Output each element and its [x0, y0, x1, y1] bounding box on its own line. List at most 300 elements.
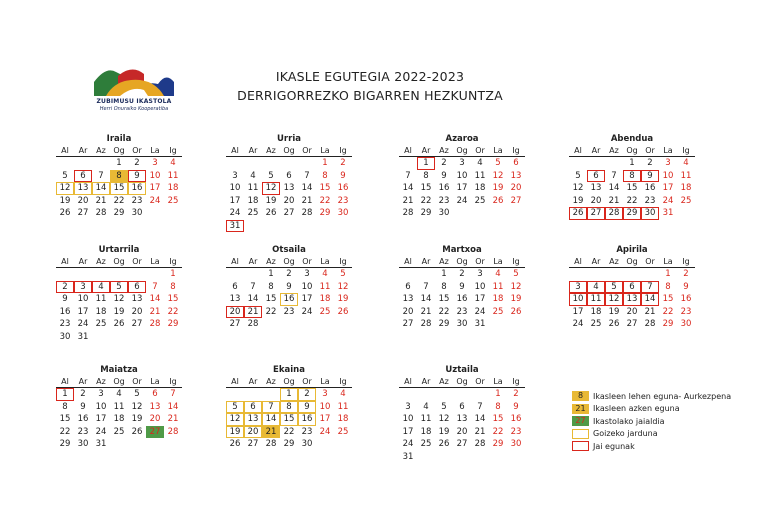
day-cell: 18	[95, 306, 107, 317]
day-cell: 19	[510, 294, 522, 304]
day-cell: 18	[319, 294, 331, 304]
day-cell: 25	[247, 208, 259, 218]
day-cell: 27	[587, 207, 605, 220]
weekday-label: Or	[302, 257, 312, 266]
day-cell: 11	[587, 293, 605, 306]
empty-cell	[92, 157, 110, 170]
day-cell: 20	[590, 195, 602, 206]
empty-cell	[226, 268, 244, 281]
week-row	[56, 318, 182, 331]
day-cell: 2	[683, 269, 689, 279]
day-cell: 3	[232, 170, 238, 181]
day-cell: 28	[474, 439, 486, 449]
day-cell: 22	[113, 195, 125, 206]
day-cell: 22	[626, 195, 638, 206]
day-cell: 12	[56, 182, 74, 195]
day-cell: 12	[438, 414, 450, 424]
empty-cell	[244, 388, 262, 401]
weekday-label: La	[150, 257, 160, 266]
empty-cell	[92, 268, 110, 281]
weekday-label: Az	[266, 257, 276, 266]
weekday-label: Al	[61, 257, 69, 266]
weekday-label: Al	[231, 146, 239, 155]
day-cell: 14	[301, 183, 313, 193]
week-row	[399, 388, 525, 401]
week-row	[56, 331, 182, 344]
day-cell: 21	[608, 195, 620, 206]
day-cell: 27	[131, 319, 143, 329]
day-cell: 17	[572, 306, 584, 317]
month-name: Otsaila	[272, 245, 306, 255]
day-cell: 7	[405, 170, 411, 181]
day-cell: 3	[569, 281, 587, 294]
day-cell: 11	[337, 401, 349, 412]
week-row	[226, 293, 352, 306]
day-cell: 4	[116, 389, 122, 399]
day-cell: 20	[283, 195, 295, 206]
day-cell: 4	[170, 158, 176, 168]
day-cell: 27	[283, 208, 295, 218]
week-row	[226, 220, 352, 233]
day-cell: 16	[438, 183, 450, 193]
month-name: Iraila	[106, 134, 132, 144]
day-cell: 20	[149, 414, 161, 424]
weekday-label: Ar	[248, 377, 258, 386]
day-cell: 21	[474, 426, 486, 437]
day-cell: 14	[149, 294, 161, 304]
day-cell: 31	[662, 208, 674, 218]
week-row	[399, 438, 525, 451]
day-cell: 7	[170, 389, 176, 399]
day-cell: 9	[286, 281, 292, 292]
day-cell: 6	[74, 170, 92, 183]
day-cell: 24	[149, 195, 161, 206]
day-cell: 28	[301, 208, 313, 218]
day-cell: 5	[575, 170, 581, 181]
weekday-label: Ig	[339, 377, 347, 386]
day-cell: 10	[402, 414, 414, 424]
day-cell: 26	[492, 195, 504, 206]
day-cell: 17	[474, 294, 486, 304]
day-cell: 1	[280, 388, 298, 401]
weekday-label: Az	[439, 146, 449, 155]
day-cell: 8	[665, 281, 671, 292]
week-row	[399, 207, 525, 220]
week-row	[56, 170, 182, 183]
empty-cell	[641, 268, 659, 281]
day-cell: 20	[402, 306, 414, 317]
day-cell: 14	[474, 414, 486, 424]
empty-cell	[417, 388, 435, 401]
day-cell: 29	[420, 208, 432, 218]
week-row	[569, 182, 695, 195]
week-row	[56, 207, 182, 220]
week-row	[569, 207, 695, 220]
day-cell: 8	[62, 401, 68, 412]
day-cell: 13	[623, 293, 641, 306]
day-cell: 25	[113, 426, 125, 437]
empty-cell	[110, 268, 128, 281]
legend-label: Ikastolako jaialdia	[593, 416, 665, 426]
day-cell: 24	[77, 319, 89, 329]
month-martxoa	[399, 244, 525, 331]
day-cell: 25	[167, 195, 179, 206]
day-cell: 20	[244, 426, 262, 439]
day-cell: 19	[226, 426, 244, 439]
weekday-label: Or	[645, 257, 655, 266]
day-cell: 15	[167, 294, 179, 304]
day-cell: 18	[420, 426, 432, 437]
legend-label: Jai egunak	[593, 441, 635, 451]
week-row	[399, 413, 525, 426]
weekday-label: La	[150, 377, 160, 386]
day-cell: 8	[110, 170, 128, 183]
empty-cell	[605, 157, 623, 170]
week-row	[226, 157, 352, 170]
legend-swatch: 8	[572, 391, 589, 401]
day-cell: 27	[510, 195, 522, 206]
day-cell: 22	[59, 426, 71, 437]
weekday-label: Az	[609, 146, 619, 155]
empty-cell	[453, 388, 471, 401]
day-cell: 20	[510, 183, 522, 193]
day-cell: 29	[283, 439, 295, 449]
empty-cell	[146, 268, 164, 281]
empty-cell	[471, 388, 489, 401]
day-cell: 1	[417, 157, 435, 170]
day-cell: 14	[641, 293, 659, 306]
weekday-label: Ig	[339, 257, 347, 266]
empty-cell	[244, 157, 262, 170]
weekday-label: La	[493, 146, 503, 155]
day-cell: 2	[134, 158, 140, 168]
day-cell: 7	[152, 281, 158, 292]
day-cell: 29	[623, 207, 641, 220]
week-row	[569, 268, 695, 281]
week-row	[399, 318, 525, 331]
day-cell: 8	[322, 170, 328, 181]
weekday-label: Ar	[421, 377, 431, 386]
day-cell: 12	[337, 281, 349, 292]
month-name: Ekaina	[273, 365, 305, 375]
day-cell: 25	[492, 306, 504, 317]
day-cell: 17	[402, 426, 414, 437]
day-cell: 6	[152, 389, 158, 399]
weekday-label: Og	[283, 257, 295, 266]
day-cell: 1	[56, 388, 74, 401]
empty-cell	[435, 388, 453, 401]
week-row	[569, 318, 695, 331]
day-cell: 2	[459, 269, 465, 279]
day-cell: 29	[319, 208, 331, 218]
month-urria	[226, 133, 352, 232]
day-cell: 7	[477, 401, 483, 412]
legend-item-last	[572, 403, 731, 416]
weekday-label: Og	[283, 146, 295, 155]
day-cell: 26	[59, 208, 71, 218]
day-cell: 13	[590, 183, 602, 193]
weekday-label: Og	[283, 377, 295, 386]
empty-cell	[587, 268, 605, 281]
week-row	[56, 195, 182, 208]
day-cell: 19	[337, 294, 349, 304]
week-row	[226, 426, 352, 439]
day-cell: 16	[128, 182, 146, 195]
empty-cell	[244, 268, 262, 281]
day-cell: 23	[131, 195, 143, 206]
week-row	[399, 306, 525, 319]
day-cell: 17	[662, 183, 674, 193]
day-cell: 23	[59, 319, 71, 329]
calendar-subtitle: DERRIGORREZKO BIGARREN HEZKUNTZA	[237, 88, 503, 103]
day-cell: 4	[423, 401, 429, 412]
weekday-label: La	[320, 257, 330, 266]
day-cell: 7	[641, 281, 659, 294]
day-cell: 19	[131, 414, 143, 424]
weekday-header	[56, 376, 182, 388]
day-cell: 1	[441, 269, 447, 279]
weekday-label: Og	[113, 146, 125, 155]
day-cell: 10	[149, 170, 161, 181]
legend-item-first	[572, 390, 731, 403]
day-cell: 19	[438, 426, 450, 437]
week-row	[226, 268, 352, 281]
day-cell: 12	[226, 413, 244, 426]
week-row	[569, 195, 695, 208]
day-cell: 29	[438, 319, 450, 329]
day-cell: 19	[59, 195, 71, 206]
weekday-label: Al	[574, 257, 582, 266]
empty-cell	[56, 268, 74, 281]
day-cell: 1	[665, 269, 671, 279]
day-cell: 20	[626, 306, 638, 317]
day-cell: 5	[268, 170, 274, 181]
empty-cell	[569, 157, 587, 170]
day-cell: 28	[149, 319, 161, 329]
weekday-label: Ig	[169, 257, 177, 266]
weekday-label: Al	[404, 377, 412, 386]
day-cell: 20	[456, 426, 468, 437]
day-cell: 23	[77, 426, 89, 437]
weekday-label: Ig	[512, 257, 520, 266]
weekday-label: Or	[132, 257, 142, 266]
day-cell: 30	[301, 439, 313, 449]
week-row	[226, 388, 352, 401]
weekday-label: Al	[231, 377, 239, 386]
day-cell: 6	[405, 281, 411, 292]
day-cell: 13	[74, 182, 92, 195]
day-cell: 4	[92, 281, 110, 294]
day-cell: 18	[247, 195, 259, 206]
day-cell: 22	[265, 306, 277, 317]
day-cell: 26	[438, 439, 450, 449]
day-cell: 11	[474, 170, 486, 181]
month-iraila	[56, 133, 182, 220]
day-cell: 10	[229, 183, 241, 193]
day-cell: 28	[265, 439, 277, 449]
day-cell: 6	[623, 281, 641, 294]
empty-cell	[74, 268, 92, 281]
week-row	[56, 157, 182, 170]
day-cell: 31	[226, 220, 244, 233]
week-row	[226, 318, 352, 331]
empty-cell	[280, 157, 298, 170]
day-cell: 21	[95, 195, 107, 206]
day-cell: 1	[268, 269, 274, 279]
day-cell: 20	[77, 195, 89, 206]
day-cell: 16	[298, 413, 316, 426]
day-cell: 6	[232, 281, 238, 292]
day-cell: 2	[647, 158, 653, 168]
day-cell: 2	[56, 281, 74, 294]
weekday-label: La	[493, 257, 503, 266]
weekday-label: Az	[609, 257, 619, 266]
weekday-label: Ig	[512, 146, 520, 155]
day-cell: 3	[665, 158, 671, 168]
day-cell: 19	[572, 195, 584, 206]
week-row	[56, 306, 182, 319]
day-cell: 16	[280, 293, 298, 306]
day-cell: 22	[283, 426, 295, 437]
day-cell: 4	[683, 158, 689, 168]
day-cell: 6	[244, 401, 262, 414]
day-cell: 19	[608, 306, 620, 317]
weekday-label: Al	[404, 257, 412, 266]
day-cell: 21	[301, 195, 313, 206]
day-cell: 30	[680, 319, 692, 329]
day-cell: 25	[680, 195, 692, 206]
empty-cell	[399, 157, 417, 170]
day-cell: 16	[77, 414, 89, 424]
day-cell: 13	[402, 294, 414, 304]
day-cell: 10	[474, 281, 486, 292]
day-cell: 4	[477, 158, 483, 168]
empty-cell	[417, 268, 435, 281]
month-name: Abendua	[610, 134, 654, 144]
day-cell: 9	[80, 401, 86, 412]
day-cell: 26	[510, 306, 522, 317]
day-cell: 28	[167, 426, 179, 437]
weekday-label: Og	[456, 377, 468, 386]
month-abendua	[569, 133, 695, 220]
day-cell: 23	[644, 195, 656, 206]
day-cell: 24	[319, 426, 331, 437]
legend-swatch: 21	[572, 404, 589, 414]
week-row	[399, 268, 525, 281]
week-row	[226, 438, 352, 451]
week-row	[399, 293, 525, 306]
zubimusu-bridge-logo-icon	[84, 62, 184, 98]
day-cell: 1	[322, 158, 328, 168]
weekday-label: Or	[132, 146, 142, 155]
week-row	[56, 281, 182, 294]
day-cell: 29	[662, 319, 674, 329]
day-cell: 3	[477, 269, 483, 279]
day-cell: 8	[441, 281, 447, 292]
day-cell: 16	[680, 294, 692, 304]
day-cell: 12	[572, 183, 584, 193]
weekday-header	[399, 145, 525, 157]
week-row	[569, 306, 695, 319]
day-cell: 19	[265, 195, 277, 206]
calendar-title: IKASLE EGUTEGIA 2022-2023	[275, 69, 465, 84]
day-cell: 31	[95, 439, 107, 449]
weekday-header	[226, 256, 352, 268]
day-cell: 6	[128, 281, 146, 294]
day-cell: 24	[229, 208, 241, 218]
day-cell: 14	[262, 413, 280, 426]
empty-cell	[399, 388, 417, 401]
day-cell: 31	[402, 451, 414, 462]
week-row	[399, 401, 525, 414]
weekday-label: Or	[302, 146, 312, 155]
day-cell: 13	[456, 414, 468, 424]
weekday-label: Ar	[421, 146, 431, 155]
day-cell: 21	[644, 306, 656, 317]
weekday-header	[399, 376, 525, 388]
weekday-header	[226, 145, 352, 157]
day-cell: 19	[113, 306, 125, 317]
day-cell: 26	[229, 439, 241, 449]
day-cell: 4	[495, 269, 501, 279]
day-cell: 5	[134, 389, 140, 399]
day-cell: 5	[495, 158, 501, 168]
empty-cell	[262, 388, 280, 401]
day-cell: 13	[244, 413, 262, 426]
day-cell: 14	[92, 182, 110, 195]
day-cell: 23	[337, 195, 349, 206]
weekday-label: Og	[456, 257, 468, 266]
day-cell: 26	[569, 207, 587, 220]
day-cell: 24	[95, 426, 107, 437]
day-cell: 30	[337, 208, 349, 218]
day-cell: 15	[280, 413, 298, 426]
day-cell: 24	[301, 306, 313, 317]
day-cell: 7	[423, 281, 429, 292]
day-cell: 2	[286, 269, 292, 279]
day-cell: 18	[492, 294, 504, 304]
day-cell: 18	[167, 183, 179, 193]
day-cell: 26	[265, 208, 277, 218]
empty-cell	[399, 268, 417, 281]
day-cell: 12	[262, 182, 280, 195]
day-cell: 22	[319, 195, 331, 206]
day-cell: 29	[167, 319, 179, 329]
day-cell: 16	[644, 183, 656, 193]
month-uztaila	[399, 364, 525, 463]
weekday-label: Al	[231, 257, 239, 266]
day-cell: 7	[98, 170, 104, 181]
day-cell: 15	[662, 294, 674, 304]
day-cell: 11	[319, 281, 331, 292]
weekday-label: Al	[574, 146, 582, 155]
day-cell: 15	[265, 294, 277, 304]
day-cell: 22	[492, 426, 504, 437]
day-cell: 25	[319, 306, 331, 317]
day-cell: 1	[170, 269, 176, 279]
day-cell: 9	[683, 281, 689, 292]
day-cell: 29	[59, 439, 71, 449]
week-row	[226, 306, 352, 319]
day-cell: 2	[298, 388, 316, 401]
day-cell: 30	[131, 208, 143, 218]
legend-label: Goizeko jarduna	[593, 429, 658, 439]
day-cell: 25	[474, 195, 486, 206]
weekday-label: Az	[439, 377, 449, 386]
day-cell: 26	[113, 319, 125, 329]
day-cell: 8	[280, 401, 298, 414]
weekday-label: Og	[626, 257, 638, 266]
